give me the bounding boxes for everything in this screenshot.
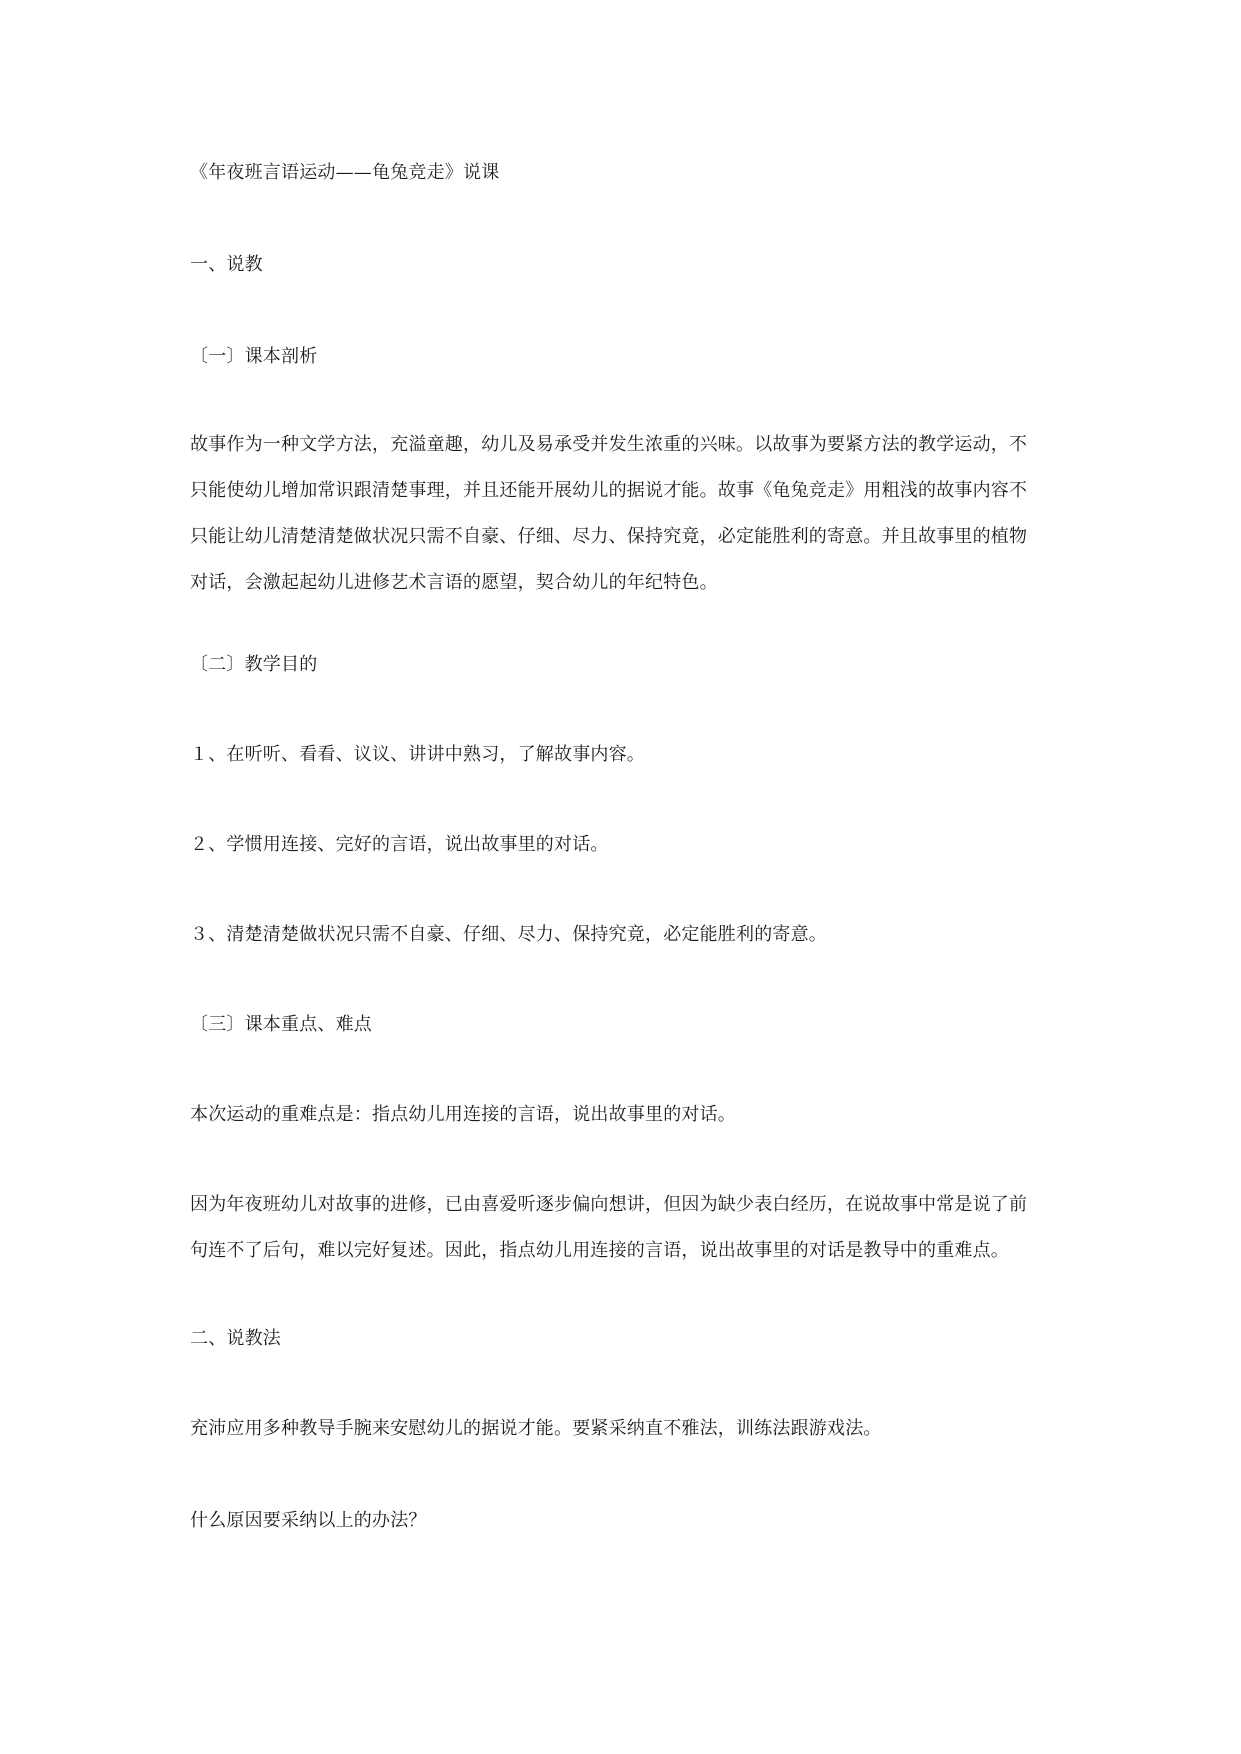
paragraph-line: 只能使幼儿增加常识跟清楚事理，并且还能开展幼儿的据说才能。故事《龟兔竞走》用粗浅的故事内容不: [190, 480, 1028, 501]
goal-item-2: ２、学惯用连接、完好的言语，说出故事里的对话。: [190, 834, 609, 855]
goal-item-1: １、在听听、看看、议议、讲讲中熟习，了解故事内容。: [190, 744, 645, 765]
section-heading-shuojiao: 一、说教: [190, 254, 263, 275]
textbook-analysis-paragraph: [190, 432, 1070, 616]
subsection-heading-key-points: 〔三〕课本重点、难点: [190, 1014, 372, 1035]
paragraph-line: 故事作为一种文学方法，充溢童趣，幼儿及易承受并发生浓重的兴味。以故事为要紧方法的教学运动，不: [190, 434, 1028, 455]
key-points-paragraph: 本次运动的重难点是：指点幼儿用连接的言语，说出故事里的对话。: [190, 1104, 736, 1125]
paragraph-line: 句连不了后句，难以完好复述。因此，指点幼儿用连接的言语，说出故事里的对话是教导中的重难点。: [190, 1240, 1009, 1261]
section-heading-teaching-method: 二、说教法: [190, 1328, 281, 1349]
paragraph-line: 对话，会激起起幼儿进修艺术言语的愿望，契合幼儿的年纪特色。: [190, 572, 718, 593]
subsection-heading-textbook-analysis: 〔一〕课本剖析: [190, 346, 318, 367]
paragraph-line: 因为年夜班幼儿对故事的进修，已由喜爱听逐步偏向想讲，但因为缺少表白经历，在说故事中常是说了前: [190, 1194, 1028, 1215]
paragraph-line: 只能让幼儿清楚清楚做状况只需不自豪、仔细、尽力、保持究竟，必定能胜利的寄意。并且故事里的植物: [190, 526, 1028, 547]
subsection-heading-teaching-goals: 〔二〕教学目的: [190, 654, 318, 675]
goal-item-3: ３、清楚清楚做状况只需不自豪、仔细、尽力、保持究竟，必定能胜利的寄意。: [190, 924, 827, 945]
key-points-reason-paragraph: [190, 1192, 1070, 1284]
teaching-method-question: 什么原因要采纳以上的办法？: [190, 1510, 427, 1531]
document-title: 《年夜班言语运动——龟兔竞走》说课: [190, 162, 500, 183]
teaching-method-paragraph: 充沛应用多种教导手腕来安慰幼儿的据说才能。要紧采纳直不雅法，训练法跟游戏法。: [190, 1418, 882, 1439]
